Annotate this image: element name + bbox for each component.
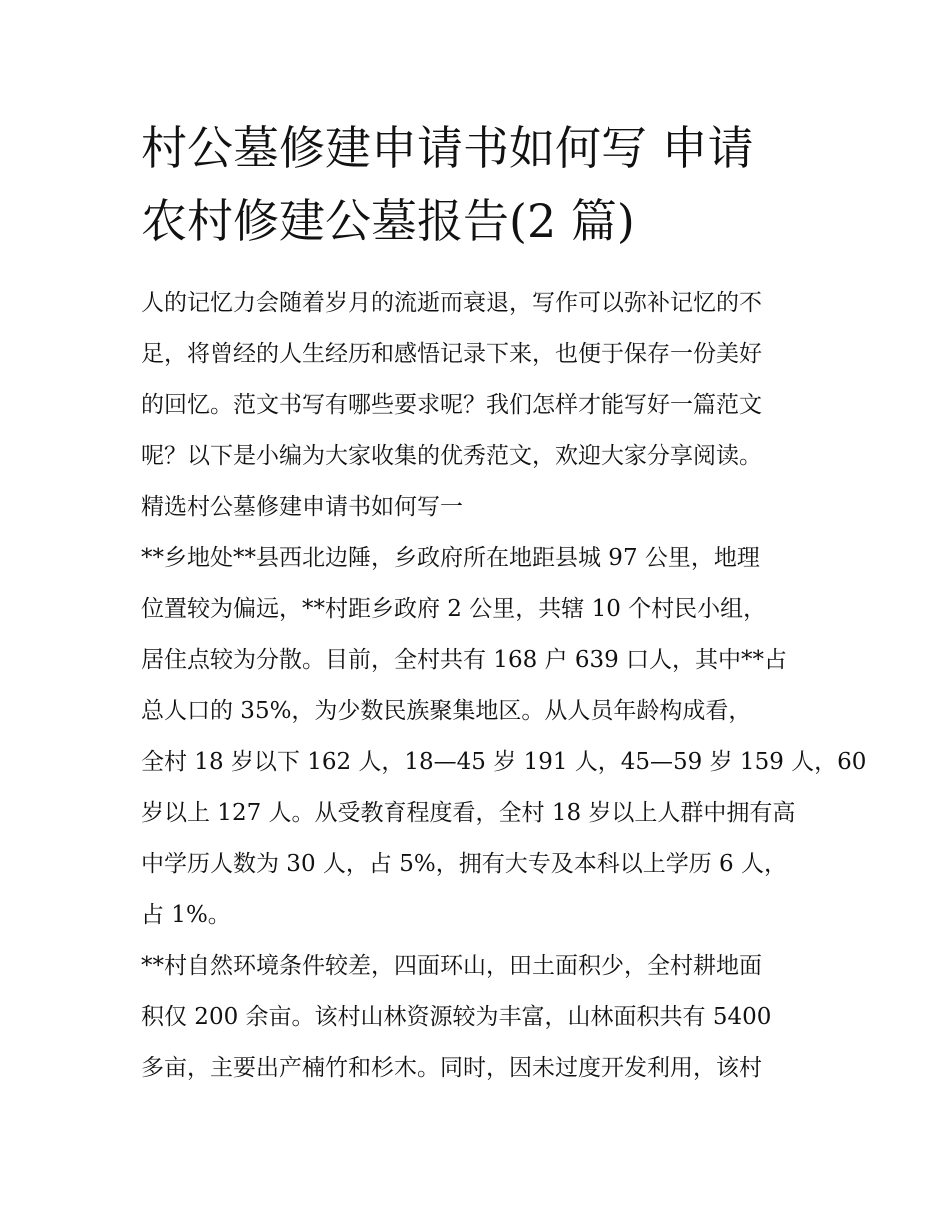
body-line: 岁以上 127 人。从受教育程度看，全村 18 岁以上人群中拥有高 bbox=[141, 800, 796, 826]
body-line: 位置较为偏远，**村距乡政府 2 公里，共辖 10 个村民小组， bbox=[141, 596, 767, 622]
body-line: 的回忆。范文书写有哪些要求呢？我们怎样才能写好一篇范文 bbox=[141, 392, 762, 418]
body-line: 全村 18 岁以下 162 人，18—45 岁 191 人，45—59 岁 159 人，60 bbox=[141, 749, 867, 775]
document-title bbox=[141, 112, 821, 258]
document-content bbox=[141, 112, 867, 1094]
body-line: 人的记忆力会随着岁月的流逝而衰退，写作可以弥补记忆的不 bbox=[141, 290, 762, 316]
body-line: 呢？以下是小编为大家收集的优秀范文，欢迎大家分享阅读。 bbox=[141, 443, 762, 469]
body-line: 总人口的 35%，为少数民族聚集地区。从人员年龄构成看， bbox=[141, 698, 752, 724]
body-line: **村自然环境条件较差，四面环山，田土面积少，全村耕地面 bbox=[141, 953, 762, 979]
body-line: **乡地处**县西北边陲，乡政府所在地距县城 97 公里，地理 bbox=[141, 545, 760, 571]
body-line: 足，将曾经的人生经历和感悟记录下来，也便于保存一份美好 bbox=[141, 341, 762, 367]
body-line: 中学历人数为 30 人，占 5%，拥有大专及本科以上学历 6 人， bbox=[141, 851, 787, 877]
section-heading: 精选村公墓修建申请书如何写一 bbox=[141, 494, 463, 520]
body-line: 积仅 200 余亩。该村山林资源较为丰富，山林面积共有 5400 bbox=[141, 1004, 772, 1030]
body-line: 居住点较为分散。目前，全村共有 168 户 639 口人，其中**占 bbox=[141, 647, 788, 673]
body-line: 多亩，主要出产楠竹和杉木。同时，因未过度开发利用，该村 bbox=[141, 1055, 762, 1081]
title-line-1: 村公墓修建申请书如何写 申请 bbox=[141, 121, 754, 175]
title-line-2: 农村修建公墓报告(2 篇) bbox=[141, 194, 635, 248]
document-body bbox=[141, 278, 867, 1094]
body-line: 占 1%。 bbox=[141, 902, 231, 928]
